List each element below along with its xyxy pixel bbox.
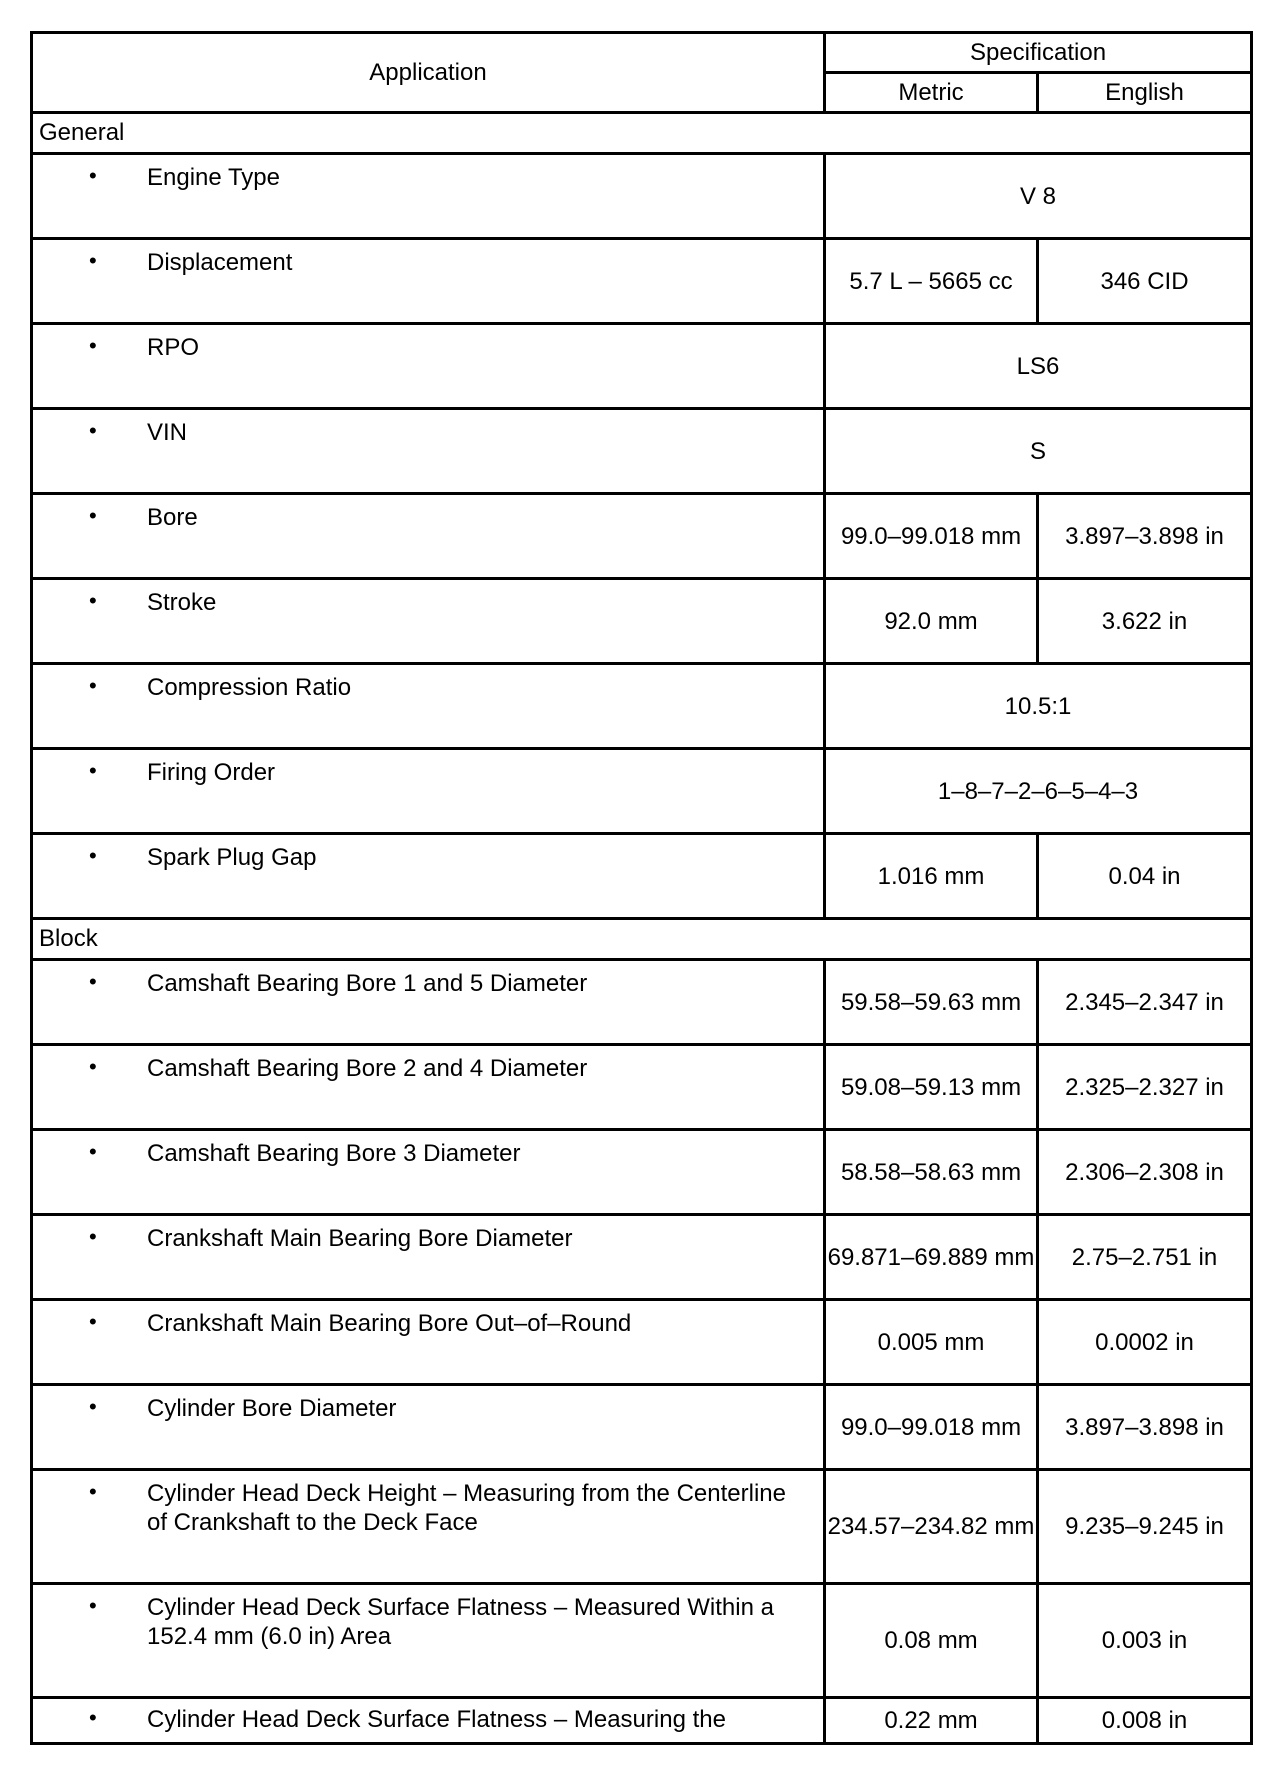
section-title: Block (32, 919, 1252, 960)
bullet-icon: • (89, 1705, 97, 1730)
bullet-icon: • (89, 1054, 97, 1079)
metric-value: 58.58–58.63 mm (825, 1130, 1038, 1215)
application-label: Cylinder Head Deck Surface Flatness – Measured Within a 152.4 mm (6.0 in) Area (147, 1594, 774, 1650)
english-value: 3.897–3.898 in (1038, 494, 1252, 579)
table-row (32, 239, 1252, 324)
application-label: Firing Order (147, 759, 276, 786)
english-value: 0.04 in (1038, 834, 1252, 919)
section-row-general (32, 113, 1252, 154)
application-label: Crankshaft Main Bearing Bore Out–of–Round (147, 1310, 632, 1337)
bullet-icon: • (89, 1479, 97, 1504)
application-label: RPO (147, 334, 200, 361)
english-value: 9.235–9.245 in (1038, 1470, 1252, 1584)
bullet-icon: • (89, 588, 97, 613)
english-value: 0.003 in (1038, 1584, 1252, 1698)
table-row (32, 834, 1252, 919)
bullet-icon: • (89, 418, 97, 443)
application-label: Cylinder Bore Diameter (147, 1395, 397, 1422)
application-label: Cylinder Head Deck Surface Flatness – Measuring the (147, 1706, 726, 1733)
table-row (32, 579, 1252, 664)
metric-value: 92.0 mm (825, 579, 1038, 664)
bullet-icon: • (89, 843, 97, 868)
english-value: 2.75–2.751 in (1038, 1215, 1252, 1300)
combined-value: LS6 (825, 324, 1252, 409)
specification-table (30, 31, 1253, 1745)
metric-value: 59.58–59.63 mm (825, 960, 1038, 1045)
table-row (32, 1698, 1252, 1744)
english-value: 2.306–2.308 in (1038, 1130, 1252, 1215)
application-label: Bore (147, 504, 198, 531)
english-value: 0.008 in (1038, 1698, 1252, 1744)
metric-value: 5.7 L – 5665 cc (825, 239, 1038, 324)
table-row (32, 749, 1252, 834)
metric-value: 99.0–99.018 mm (825, 494, 1038, 579)
bullet-icon: • (89, 163, 97, 188)
bullet-icon: • (89, 758, 97, 783)
bullet-icon: • (89, 1593, 97, 1618)
combined-value: 10.5:1 (825, 664, 1252, 749)
bullet-icon: • (89, 503, 97, 528)
application-label: Crankshaft Main Bearing Bore Diameter (147, 1225, 573, 1252)
bullet-icon: • (89, 1224, 97, 1249)
bullet-icon: • (89, 1139, 97, 1164)
table-row (32, 664, 1252, 749)
combined-value: S (825, 409, 1252, 494)
specification-header: Specification (825, 33, 1252, 73)
section-row-block (32, 919, 1252, 960)
application-label: Camshaft Bearing Bore 1 and 5 Diameter (147, 970, 588, 997)
application-label: Compression Ratio (147, 674, 352, 701)
bullet-icon: • (89, 1394, 97, 1419)
table-row (32, 154, 1252, 239)
application-label: Cylinder Head Deck Height – Measuring from the Centerline of Crankshaft to the Deck Face (147, 1480, 786, 1536)
table-row (32, 1470, 1252, 1584)
application-label: Displacement (147, 249, 293, 276)
metric-value: 234.57–234.82 mm (825, 1470, 1038, 1584)
english-value: 3.622 in (1038, 579, 1252, 664)
table-row (32, 1045, 1252, 1130)
metric-value: 0.08 mm (825, 1584, 1038, 1698)
combined-value: V 8 (825, 154, 1252, 239)
table-row (32, 960, 1252, 1045)
table-row (32, 324, 1252, 409)
combined-value: 1–8–7–2–6–5–4–3 (825, 749, 1252, 834)
application-label: Spark Plug Gap (147, 844, 317, 871)
table-row (32, 1130, 1252, 1215)
metric-value: 59.08–59.13 mm (825, 1045, 1038, 1130)
table-row (32, 1385, 1252, 1470)
bullet-icon: • (89, 333, 97, 358)
english-value: 2.325–2.327 in (1038, 1045, 1252, 1130)
metric-value: 0.22 mm (825, 1698, 1038, 1744)
table-row (32, 1300, 1252, 1385)
bullet-icon: • (89, 248, 97, 273)
application-header: Application (32, 33, 825, 113)
application-label: Camshaft Bearing Bore 2 and 4 Diameter (147, 1055, 588, 1082)
section-title: General (32, 113, 1252, 154)
english-value: 2.345–2.347 in (1038, 960, 1252, 1045)
english-value: 0.0002 in (1038, 1300, 1252, 1385)
bullet-icon: • (89, 1309, 97, 1334)
english-value: 346 CID (1038, 239, 1252, 324)
table-row (32, 494, 1252, 579)
english-header: English (1038, 73, 1252, 113)
application-label: Engine Type (147, 164, 280, 191)
metric-value: 0.005 mm (825, 1300, 1038, 1385)
application-label: Stroke (147, 589, 217, 616)
table-row (32, 1584, 1252, 1698)
bullet-icon: • (89, 673, 97, 698)
table-row (32, 1215, 1252, 1300)
metric-value: 99.0–99.018 mm (825, 1385, 1038, 1470)
english-value: 3.897–3.898 in (1038, 1385, 1252, 1470)
table-row (32, 409, 1252, 494)
metric-header: Metric (825, 73, 1038, 113)
application-label: VIN (147, 419, 188, 446)
metric-value: 1.016 mm (825, 834, 1038, 919)
bullet-icon: • (89, 969, 97, 994)
metric-value: 69.871–69.889 mm (825, 1215, 1038, 1300)
application-label: Camshaft Bearing Bore 3 Diameter (147, 1140, 521, 1167)
